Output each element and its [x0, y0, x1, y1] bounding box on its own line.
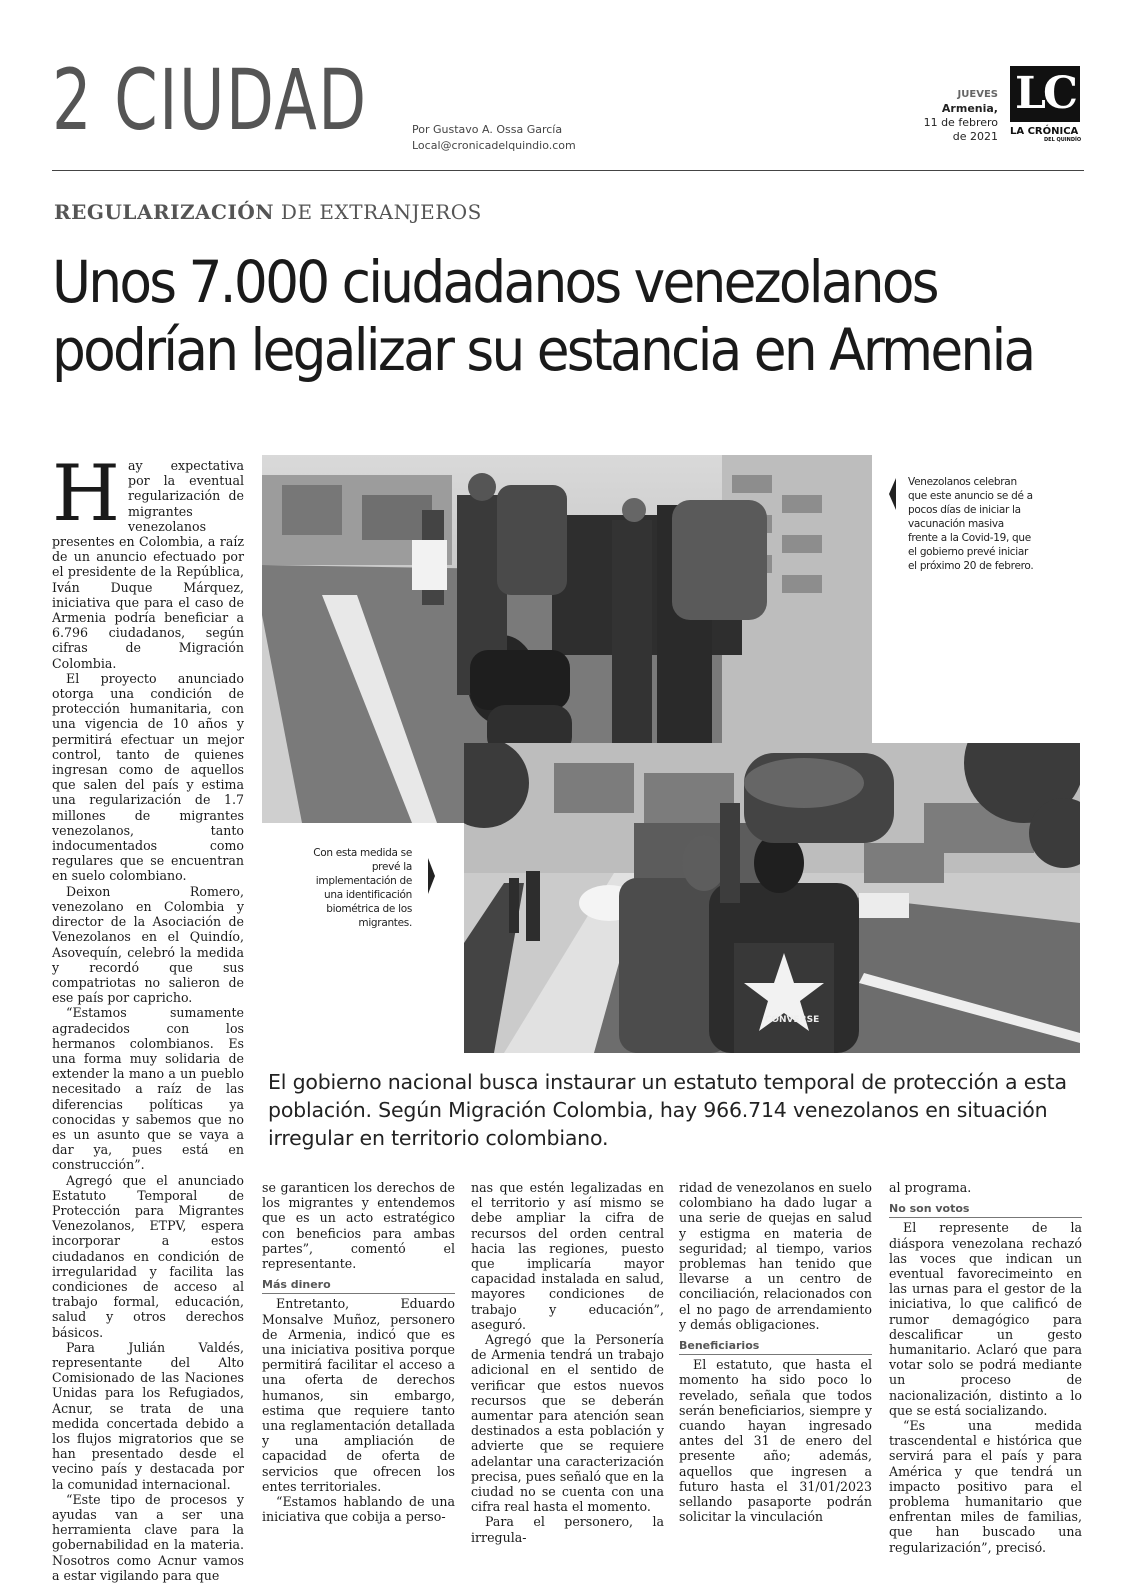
subheading-beneficiarios: Beneficiarios [679, 1338, 872, 1355]
author: Por Gustavo A. Ossa García [412, 123, 563, 136]
photo-migrants-carrying-bags [464, 743, 1080, 1053]
paragraph: “Estamos sumamente agradecidos con los hermanos colombianos. Es una forma muy solidaria de extender la mano a un pueblo necesitado a raíz de las diferencias políticas ya conocidas y sabemos que no es un asunto que se vaya a dar ya, pues está en construcción”. [52, 1005, 244, 1173]
article-column-4 [679, 1180, 872, 1524]
dateline-city: Armenia, [941, 102, 998, 115]
photo-caption-1: Venezolanos celebran que este anuncio se dé a pocos días de iniciar la vacunación masiva frente a la Covid-19, que el gobierno prevé iniciar el próximo 20 de febrero. [908, 476, 1034, 572]
dateline-date-1: 11 de febrero [923, 116, 998, 129]
headline [52, 248, 1034, 384]
logo-sub: DEL QUINDÍO [1044, 137, 1082, 143]
paragraph: al programa. [889, 1180, 972, 1195]
kicker [54, 200, 482, 224]
paragraph: se garanticen los derechos de los migrantes y entendemos que es un acto estratégico con beneficios para ambas partes”, comentó el representante. [262, 1180, 455, 1272]
paragraph: “Es una medida trascendental e histórica que servirá para el país y para América y que tendrá un impacto positivo para el problema humanitario que enfrentan miles de familias, que han buscado una regularización”, precisó. [889, 1418, 1082, 1555]
shirt-brand-label: CONVERSE [764, 1015, 820, 1025]
headline-line-1: Unos 7.000 ciudadanos venezolanos [52, 248, 937, 316]
caption-arrow-1 [889, 478, 896, 510]
pull-quote: El gobierno nacional busca instaurar un estatuto temporal de protección a esta población. Según Migración Colombia, hay 966.714 venezolanos en situación irregular en territorio colombiano. [268, 1070, 1067, 1150]
section-title [52, 51, 368, 149]
dateline-date-2: de 2021 [952, 130, 998, 143]
photo-caption-2: Con esta medida se prevé la implementación de una identificación biométrica de los migrantes. [313, 847, 412, 929]
paragraph: “Estamos hablando de una iniciativa que cobija a perso- [262, 1494, 455, 1525]
paragraph: Entretanto, Eduardo Monsalve Muñoz, personero de Armenia, indicó que es una iniciativa positiva porque permitirá facilitar el acceso a una oferta de derechos humanos, sin embargo, estima que requiere tanto una reglamentación detallada y una ampliación de capacidad de oferta de servicios que ofrecen los entes territoriales. [262, 1296, 455, 1494]
byline [412, 122, 576, 154]
paragraph: Agregó que el anunciado Estatuto Temporal de Protección para Migrantes Venezolanos, ETPV, espera incorporar a estos ciudadanos en condición de irregularidad y facilita las condiciones de acceso al trabajo formal, educación, salud y otros derechos básicos. [52, 1172, 244, 1340]
drop-cap: H [52, 449, 121, 539]
logo-letters: LC [1010, 66, 1080, 122]
paragraph: Deixon Romero, venezolano en Colombia y director de la Asociación de Venezolanos en el Quindío, Asovequín, celebró la medida y recordó que sus compatriotas no salieron de ese país por capricho. [52, 883, 244, 1006]
kicker-bold: REGULARIZACIÓN [54, 200, 275, 224]
article-column-5 [889, 1180, 1082, 1555]
paragraph: El proyecto anunciado otorga una condición de protección humanitaria, con una vigencia de 10 años y permitirá efectuar un mejor control, tanto de quienes ingresan como de aquellos que salen del país y estima una regularización de 1.7 millones de migrantes venezolanos, tanto indocumentados como regulares que se encuentran en suelo colombiano. [52, 670, 244, 884]
subheading-mas-dinero: Más dinero [262, 1277, 455, 1294]
paragraph: ay expectativa por la eventual regularización de migrantes venezolanos presentes en Colombia, a raíz de un anuncio efectuado por el presidente de la República, Iván Duque Márquez, iniciativa que para el caso de Armenia podría beneficiar a 6.796 ciudadanos, según cifras de Migración Colombia. [52, 458, 244, 671]
header-rule [52, 170, 1084, 171]
paragraph: Para el personero, la irregula- [471, 1514, 664, 1545]
caption-arrow-2 [428, 858, 435, 894]
article-column-3 [471, 1180, 664, 1545]
dateline [924, 88, 998, 144]
section-number: 2 [52, 51, 94, 149]
kicker-rest: DE EXTRANJEROS [280, 200, 482, 224]
paragraph: Agregó que la Personería de Armenia tendrá un trabajo adicional en el sentido de verificar que estos nuevos recursos que se deberán aumentar para atención sean destinados a esta población y advierte que se requiere adelantar una caracterización precisa, pues señaló que en la ciudad no se cuenta con una cifra real hasta el momento. [471, 1332, 664, 1515]
article-column-2 [262, 1180, 455, 1524]
logo-name: LA CRÓNICA [1010, 126, 1079, 137]
newspaper-logo [1010, 66, 1086, 143]
subheading-no-son-votos: No son votos [889, 1201, 1082, 1218]
paragraph: El represente de la diáspora venezolana rechazó las voces que indican un eventual favorecimeinto en las urnas para el gestor de la iniciativa, lo que calificó de rumor demagógico para descalificar un gesto humanitario. Aclaró que para votar solo se podrá mediante un proceso de nacionalización, distinto a lo que se está socializando. [889, 1220, 1082, 1418]
photo-migrants-carrying-bags-image [464, 743, 1080, 1053]
paragraph: Para Julián Valdés, representante del Alto Comisionado de las Naciones Unidas para los Refugiados, Acnur, se trata de una medida concertada debido a los flujos migratorios que se han presentado desde el vecino país y destacada por la comunidad internacional. [52, 1339, 244, 1492]
article-column-1 [52, 449, 244, 1583]
section-name: CIUDAD [114, 51, 368, 149]
paragraph: nas que estén legalizadas en el territorio y así mismo se debe ampliar la cifra de recursos del orden central hacia las regiones, puesto que implicaría mayor capacidad instalada en salud, mayores condiciones de trabajo y educación”, aseguró. [471, 1180, 664, 1332]
paragraph: El estatuto, que hasta el momento ha sido poco lo revelado, señala que todos serán beneficiarios, siempre y cuando hayan ingresado antes del 31 de enero del presente año; además, aquellos que ingresen a futuro hasta el 31/01/2023 sellando pasaporte podrán solicitar la vinculación [679, 1357, 872, 1525]
dateline-day: JUEVES [957, 89, 998, 100]
paragraph: “Este tipo de procesos y ayudas van a ser una herramienta clave para la gobernabilidad en la materia. Nosotros como Acnur vamos a estar vigilando para que [52, 1491, 244, 1583]
paragraph: ridad de venezolanos en suelo colombiano ha dado lugar a una serie de quejas en salud y estigma en materia de seguridad; al tiempo, varios problemas han tenido que llevarse a un centro de conciliación, relacionados con el no pago de arrendamiento y demás obligaciones. [679, 1180, 872, 1332]
headline-line-2: podrían legalizar su estancia en Armenia [52, 316, 1034, 384]
author-email[interactable]: Local@cronicadelquindio.com [412, 139, 576, 152]
